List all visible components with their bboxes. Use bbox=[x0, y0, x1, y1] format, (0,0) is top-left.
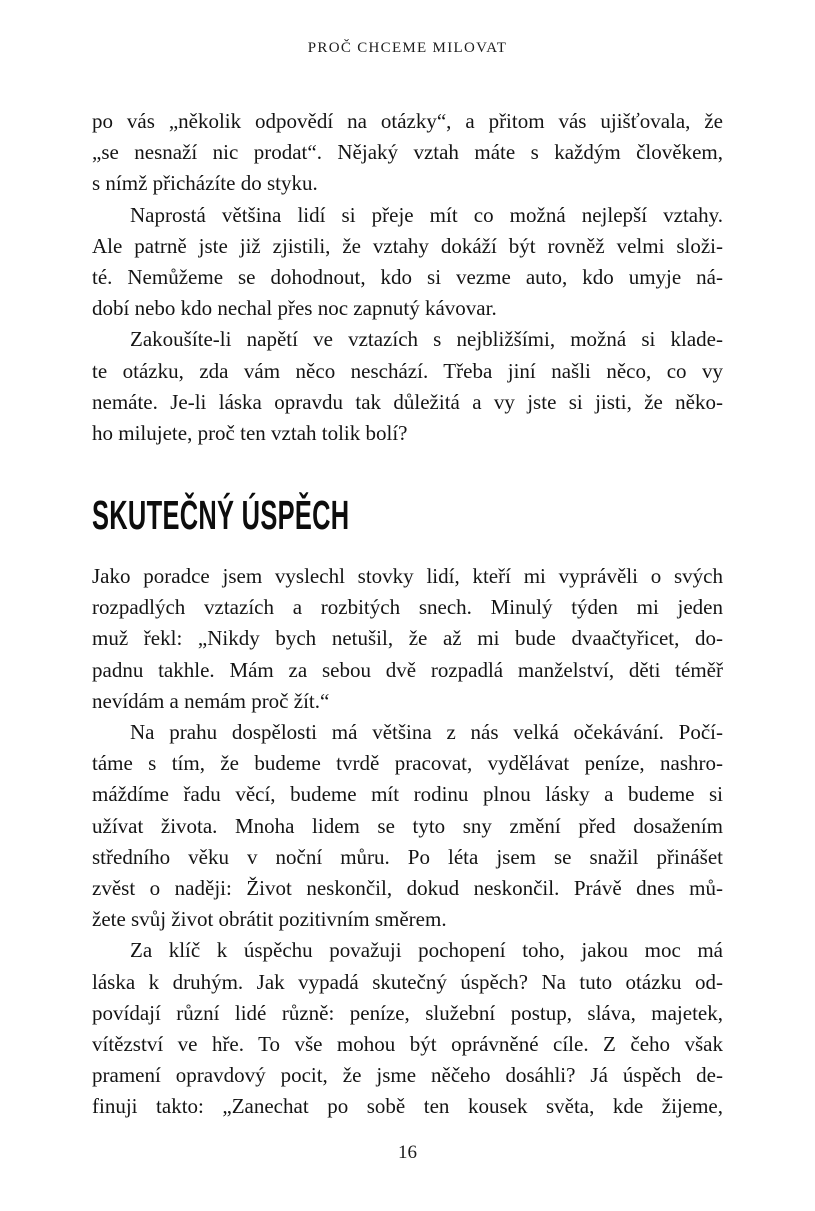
text-line: Jako poradce jsem vyslechl stovky lidí, kteří mi vyprávěli o svých bbox=[92, 564, 723, 589]
text-line: ho milujete, proč ten vztah tolik bolí? bbox=[92, 420, 408, 445]
text-line: středního věku v noční můru. Po léta jsem se snažil přinášet bbox=[92, 844, 723, 869]
paragraph bbox=[92, 561, 723, 717]
text-line: máždíme řadu věcí, budeme mít rodinu plnou lásky a budeme si bbox=[92, 782, 723, 807]
text-line: vítězství ve hře. To vše mohou být oprávněné cíle. Z čeho však bbox=[92, 1031, 723, 1056]
text-line: te otázku, zda vám něco neschází. Třeba jiní našli něco, co vy bbox=[92, 358, 723, 383]
text-line: té. Nemůžeme se dohodnout, kdo si vezme auto, kdo umyje ná- bbox=[92, 264, 723, 289]
text-line: s nímž přicházíte do styku. bbox=[92, 171, 318, 196]
section-heading bbox=[92, 492, 723, 539]
text-line: láska k druhým. Jak vypadá skutečný úspěch? Na tuto otázku od- bbox=[92, 969, 723, 994]
text-line: zvěst o naději: Život neskončil, dokud neskončil. Právě dnes mů- bbox=[92, 875, 723, 900]
text-line: „se nesnaží nic prodat“. Nějaký vztah máte s každým člověkem, bbox=[92, 140, 723, 165]
text-line: padnu takhle. Mám za sebou dvě rozpadlá manželství, děti téměř bbox=[92, 657, 723, 682]
text-line: muž řekl: „Nikdy bych netušil, že až mi bude dvaačtyřicet, do- bbox=[92, 626, 723, 651]
body-text bbox=[92, 106, 723, 1122]
text-line: po vás „několik odpovědí na otázky“, a přitom vás ujišťovala, že bbox=[92, 109, 723, 133]
text-line: užívat života. Mnoha lidem se tyto sny změní před dosažením bbox=[92, 813, 723, 838]
running-header: PROČ CHCEME MILOVAT bbox=[307, 40, 508, 56]
text-line: Na prahu dospělosti má většina z nás velká očekávání. Počí- bbox=[130, 720, 723, 744]
text-line: Naprostá většina lidí si přeje mít co možná nejlepší vztahy. bbox=[130, 202, 723, 227]
paragraph bbox=[92, 935, 723, 1122]
text-line: žete svůj život obrátit pozitivním směrem. bbox=[92, 907, 447, 932]
text-line: rozpadlých vztazích a rozbitých snech. Minulý týden mi jeden bbox=[92, 595, 723, 620]
paragraph bbox=[92, 324, 723, 449]
text-line: pramení opravdový pocit, že jsme něčeho dosáhli? Já úspěch de- bbox=[92, 1063, 723, 1088]
text-line: Zakoušíte-li napětí ve vztazích s nejbližšími, možná si klade- bbox=[130, 327, 723, 352]
text-line: dobí nebo kdo nechal přes noc zapnutý kávovar. bbox=[92, 296, 497, 321]
paragraph bbox=[92, 200, 723, 325]
text-line: nevídám a nemám proč žít.“ bbox=[92, 688, 330, 713]
paragraph bbox=[92, 106, 723, 200]
text-line: Za klíč k úspěchu považuji pochopení toho, jakou moc má bbox=[130, 938, 723, 963]
text-line: finuji takto: „Zanechat po sobě ten kousek světa, kde žijeme, bbox=[92, 1094, 723, 1119]
text-line: táme s tím, že budeme tvrdě pracovat, vydělávat peníze, nashro- bbox=[92, 751, 723, 776]
paragraph bbox=[92, 717, 723, 935]
text-line: povídají různí lidé různě: peníze, služební postup, sláva, majetek, bbox=[92, 1000, 723, 1025]
page-number: 16 bbox=[398, 1142, 417, 1163]
section-heading-text: SKUTEČNÝ ÚSPĚCH bbox=[92, 492, 350, 539]
text-line: nemáte. Je-li láska opravdu tak důležitá a vy jste si jisti, že něko- bbox=[92, 389, 723, 414]
text-line: Ale patrně jste již zjistili, že vztahy dokáží být rovněž velmi složi- bbox=[92, 233, 723, 258]
